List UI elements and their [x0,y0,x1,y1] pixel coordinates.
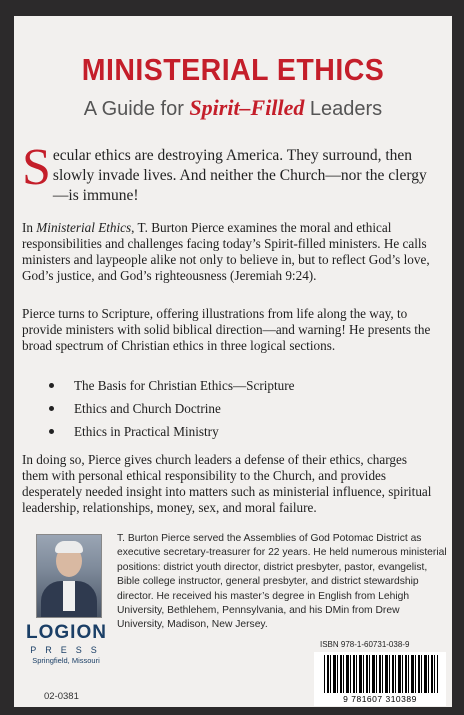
description-paragraph-2: Pierce turns to Scripture, offering illustrations from life along the way, to provide ministers with solid biblical direction—and warning! He presents the broad spectrum of Christian ethics in three logical sections. [22,306,431,353]
publisher-name: LOGION [26,622,107,643]
book-title: MINISTERIAL ETHICS [81,52,385,87]
back-cover [14,16,452,707]
publisher-location: Springfield, Missouri [32,656,100,665]
subtitle-before: A Guide for [83,98,190,120]
barcode [314,652,446,706]
drop-cap: S [22,139,51,196]
section-list [22,378,432,447]
intro-paragraph [22,139,440,206]
subtitle-after: Leaders [304,98,383,120]
section-item-1: The Basis for Christian Ethics—Scripture [22,378,432,401]
description-paragraph-3: In doing so, Pierce gives church leaders a defense of their ethics, charges them with personal ethical responsibility to the Church, and provides desperately needed insight into matters such as ministerial influence, spiritual leadership, relationships, money, sex, and moral failure. [22,452,432,515]
book-subtitle [14,95,452,121]
author-bio: T. Burton Pierce served the Assemblies of God Potomac District as executive secretary-treasurer for 22 years. He held numerous ministerial positions: district youth director, district presbyter, pastor, evangelist, Bible college instructor, general presbyter, and district stewardship director. He received his master’s degree in English from Lehigh University, Bethlehem, Pennsylvania, and his DMin from Drew University, Madison, New Jersey. [117,533,447,631]
section-item-2: Ethics and Church Doctrine [22,401,432,424]
para1-prefix: In [22,220,37,235]
para1-text: , T. Burton Pierce examines the moral and ethical responsibilities and challenges facing today’s Spirit-filled ministers. He calls ministers and laypeople alike not only to believe in, but to reflect God’s love, God’s justice, and God’s righteousness (Jeremiah 9:24). [22,220,430,283]
publisher-sub: PRESS [30,645,106,655]
publisher-logo [26,622,126,665]
subtitle-emphasis: Spirit–Filled [189,95,305,120]
intro-text: ecular ethics are destroying America. They surround, then slowly invade lives. And neither the Church—nor the clergy—is immune! [52,147,427,204]
barcode-bars [324,655,438,693]
book-title-italic: Ministerial Ethics [36,220,132,235]
author-photo [36,534,102,618]
product-code: 02-0381 [44,691,79,702]
barcode-digits: 9 781607 310389 [343,694,417,704]
isbn-label: ISBN 978-1-60731-038-9 [320,640,410,649]
section-item-3: Ethics in Practical Ministry [22,424,432,447]
description-paragraph-1 [22,220,432,284]
